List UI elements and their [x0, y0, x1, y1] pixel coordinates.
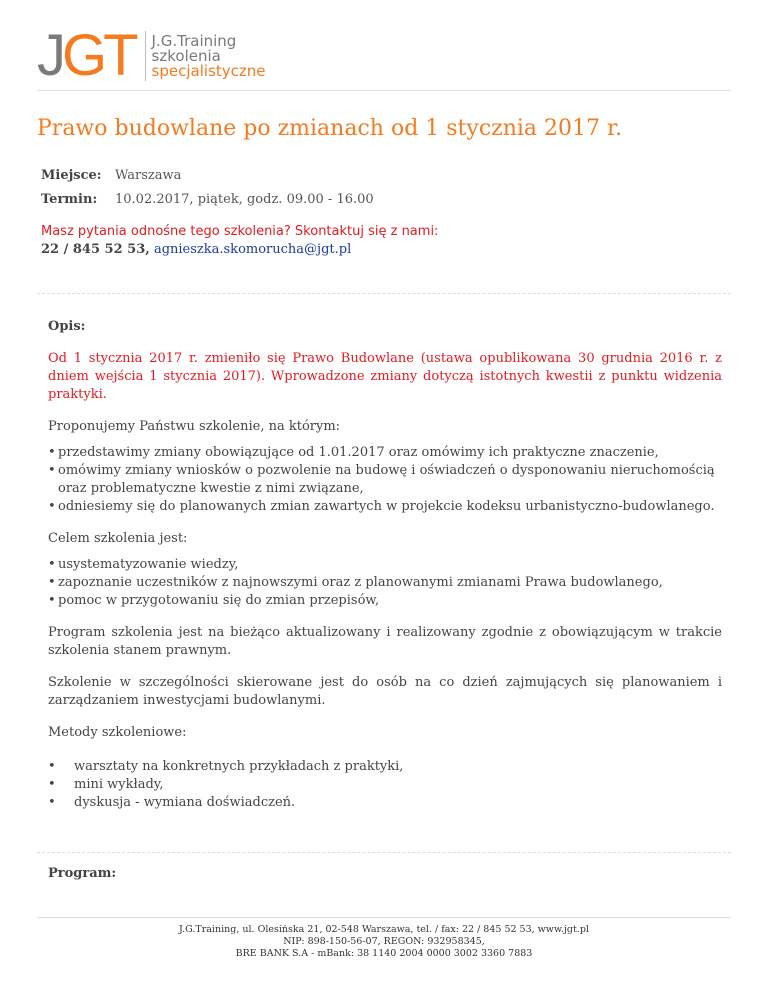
logo-line-1: J.G.Training [151, 31, 237, 50]
page-footer [0, 924, 768, 960]
section-divider [37, 293, 731, 294]
footer-line-3: BRE BANK S.A - mBank: 38 1140 2004 0000 3002 3360 7883 [235, 948, 533, 959]
description-heading: Opis: [48, 319, 86, 334]
description-section [48, 318, 722, 812]
list-item: • usystematyzowanie wiedzy, [58, 556, 722, 574]
footer-line-2: NIP: 898-150-56-07, REGON: 932958345, [283, 936, 485, 947]
list-item: • pomoc w przygotowaniu się do zmian przepisów, [58, 592, 722, 610]
meta-date-row [41, 187, 374, 211]
offer-list [48, 444, 722, 516]
offer-intro: Proponujemy Państwu szkolenie, na którym: [48, 419, 341, 434]
list-item: • mini wykłady, [48, 776, 722, 794]
contact-phone: 22 / 845 52 53, [41, 242, 150, 257]
logo-divider [145, 31, 146, 81]
contact-block [41, 223, 438, 259]
list-item: • dyskusja - wymiana doświadczeń. [48, 794, 722, 812]
place-value: Warszawa [115, 167, 182, 183]
meta-place-row [41, 163, 374, 187]
goal-list [48, 556, 722, 610]
logo-line-2: szkolenia [151, 46, 221, 65]
contact-question: Masz pytania odnośne tego szkolenia? Skontaktuj się z nami: [41, 224, 439, 239]
footer-divider [37, 917, 731, 918]
list-item: • omówimy zmiany wniosków o pozwolenie na budowę i oświadczeń o dysponowaniu nieruchomością oraz problematyczne kwestie z nimi związane, [58, 462, 722, 498]
page-title: Prawo budowlane po zmianach od 1 stycznia 2017 r. [37, 116, 623, 141]
contact-email-link[interactable]: agnieszka.skomorucha@jgt.pl [153, 242, 352, 257]
list-item: • warsztaty na konkretnych przykładach z praktyki, [48, 758, 722, 776]
event-meta [41, 163, 374, 211]
logo-mark-j: J [37, 23, 62, 88]
place-label: Miejsce: [41, 167, 102, 183]
methods-intro: Metody szkoleniowe: [48, 725, 187, 740]
program-heading: Program: [48, 866, 117, 881]
logo-mark-gt: GT [62, 23, 135, 88]
logo-text [151, 31, 266, 80]
footer-line-1: J.G.Training, ul. Olesińska 21, 02-548 Warszawa, tel. / fax: 22 / 845 52 53, www.jgt.pl [179, 924, 589, 935]
description-intro: Od 1 stycznia 2017 r. zmieniło się Prawo Budowlane (ustawa opublikowana 30 grudnia 2016 r. z dniem wejścia 1 stycznia 2017). Wprowadzone zmiany dotyczą istotnych kwestii z punktu widzenia praktyki. [48, 351, 722, 402]
logo-mark [37, 23, 135, 88]
audience-note: Szkolenie w szczególności skierowane jest do osób na co dzień zajmujących się planowaniem i zarządzaniem inwestycjami budowlanymi. [48, 675, 722, 708]
methods-list [48, 758, 722, 812]
goal-intro: Celem szkolenia jest: [48, 531, 188, 546]
list-item: • odniesiemy się do planowanych zmian zawartych w projekcie kodeksu urbanistyczno-budowlanego. [58, 498, 722, 516]
list-item: • przedstawimy zmiany obowiązujące od 1.01.2017 oraz omówimy ich praktyczne znaczenie, [58, 444, 722, 462]
company-logo [37, 23, 266, 88]
header-divider [37, 90, 731, 91]
date-label: Termin: [41, 191, 98, 207]
logo-line-3: specjalistyczne [151, 61, 266, 80]
program-note: Program szkolenia jest na bieżąco aktualizowany i realizowany zgodnie z obowiązującym w trakcie szkolenia stanem prawnym. [48, 625, 722, 658]
date-value: 10.02.2017, piątek, godz. 09.00 - 16.00 [115, 191, 374, 207]
section-divider [37, 852, 731, 853]
list-item: • zapoznanie uczestników z najnowszymi oraz z planowanymi zmianami Prawa budowlanego, [58, 574, 722, 592]
